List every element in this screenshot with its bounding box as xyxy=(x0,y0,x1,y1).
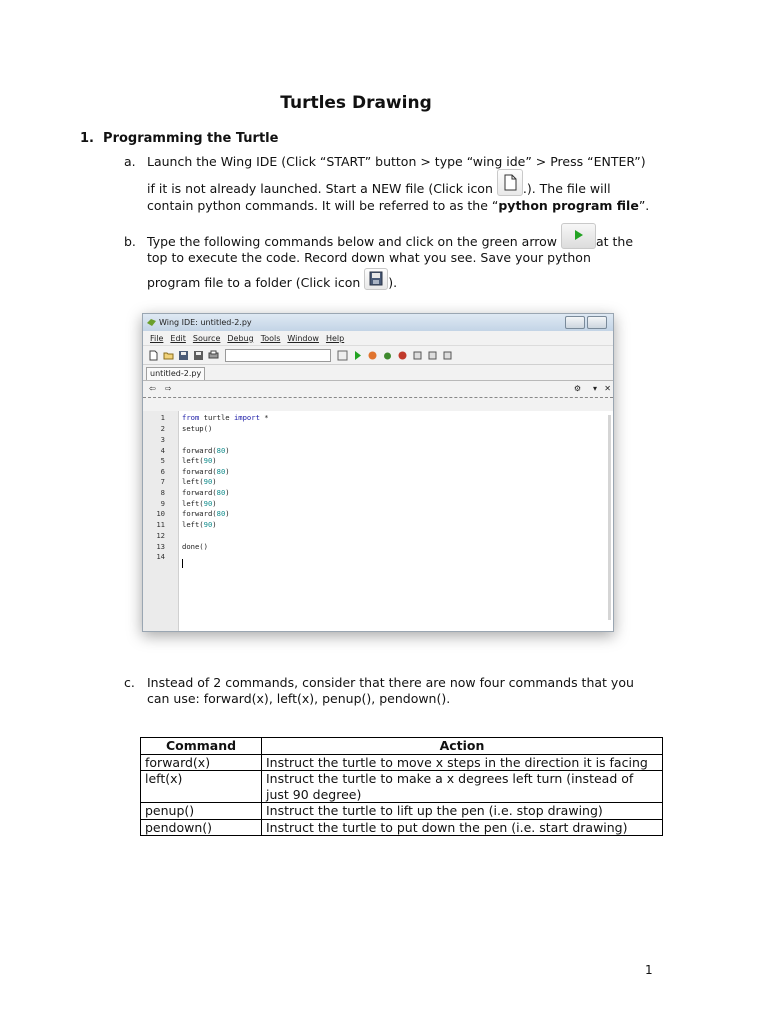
code-number: 80 xyxy=(216,446,226,455)
new-file-icon xyxy=(148,350,159,361)
item-c-label: c. xyxy=(124,675,135,690)
line-number: 3 xyxy=(160,435,165,444)
options-icon: ⚙ xyxy=(573,384,581,393)
code-line xyxy=(182,520,217,529)
code-line xyxy=(182,499,217,508)
menu-edit: Edit xyxy=(170,333,186,343)
code-text: ) xyxy=(225,446,230,455)
table-cell-action: Instruct the turtle to lift up the pen (i.e. stop drawing) xyxy=(262,803,663,820)
code-editor xyxy=(143,411,613,631)
print-icon xyxy=(208,350,219,361)
item-b-line3-post: ). xyxy=(388,275,398,290)
dropdown-icon: ▾ xyxy=(592,384,597,393)
window-controls xyxy=(565,316,607,329)
line-number: 14 xyxy=(156,552,165,561)
table-row xyxy=(141,754,663,771)
item-b-line1 xyxy=(147,234,633,250)
ide-nav-bar xyxy=(143,381,613,398)
code-text: turtle xyxy=(199,413,234,422)
wing-logo-icon xyxy=(147,318,156,327)
section-title: Programming the Turtle xyxy=(103,131,279,146)
line-number: 7 xyxy=(160,477,165,486)
line-number: 2 xyxy=(160,424,165,433)
find-icon xyxy=(337,350,348,361)
item-b-label: b. xyxy=(124,234,136,249)
item-a-line3-pre: contain python commands. It will be referred to as the “ xyxy=(147,198,499,213)
ide-toolbar xyxy=(143,346,613,365)
line-number: 12 xyxy=(156,531,165,540)
code-line xyxy=(182,456,217,465)
breakpoint-icon xyxy=(397,350,408,361)
line-number: 10 xyxy=(156,509,165,518)
table-header-row xyxy=(141,738,663,755)
back-arrow-icon: ⇦ xyxy=(149,384,156,393)
code-text: ) xyxy=(225,488,230,497)
item-b-line3-pre: program file to a folder (Click icon xyxy=(147,275,361,290)
code-text: ) xyxy=(212,477,217,486)
code-number: 90 xyxy=(203,520,213,529)
table-cell-command: penup() xyxy=(141,803,262,820)
ide-window-title: Wing IDE: untitled-2.py xyxy=(159,318,252,327)
ide-screenshot xyxy=(142,313,614,632)
item-a-line3-bold: python program file xyxy=(498,198,639,213)
line-number: 4 xyxy=(160,446,165,455)
code-text: ) xyxy=(212,456,217,465)
code-text: done() xyxy=(182,542,208,551)
new-file-icon xyxy=(497,169,523,196)
run-arrow-icon xyxy=(561,223,596,249)
code-line xyxy=(182,413,269,422)
code-line xyxy=(182,542,208,551)
save-icon xyxy=(364,268,388,290)
line-number: 6 xyxy=(160,467,165,476)
table-row xyxy=(141,771,663,803)
item-b-line1-pre: Type the following commands below and click on the green arrow xyxy=(147,234,557,249)
code-number: 90 xyxy=(203,477,213,486)
item-b-line3 xyxy=(147,275,397,291)
step-out-icon xyxy=(442,350,453,361)
text-cursor xyxy=(182,559,183,568)
menu-source: Source xyxy=(192,333,221,343)
item-c-line1: Instead of 2 commands, consider that there are now four commands that you xyxy=(147,675,634,690)
code-line xyxy=(182,467,230,476)
code-text: setup() xyxy=(182,424,213,433)
forward-arrow-icon: ⇨ xyxy=(165,384,172,393)
menu-window: Window xyxy=(287,333,319,343)
section-number: 1. xyxy=(80,131,94,146)
code-line xyxy=(182,446,230,455)
run-icon xyxy=(352,350,363,361)
line-number: 1 xyxy=(160,413,165,422)
menu-debug: Debug xyxy=(227,333,254,343)
code-line xyxy=(182,424,212,433)
line-number: 5 xyxy=(160,456,165,465)
line-number: 9 xyxy=(160,499,165,508)
table-cell-action: Instruct the turtle to make a x degrees left turn (instead of just 90 degree) xyxy=(262,771,663,803)
code-text: ) xyxy=(225,509,230,518)
code-number: 90 xyxy=(203,456,213,465)
step-icon xyxy=(412,350,423,361)
code-number: 80 xyxy=(216,467,226,476)
code-text: left( xyxy=(182,499,204,508)
ide-tabbar xyxy=(143,365,613,381)
save-as-icon xyxy=(193,350,204,361)
table-cell-action: Instruct the turtle to move x steps in the direction it is facing xyxy=(262,754,663,771)
code-text: ) xyxy=(212,520,217,529)
code-keyword: import xyxy=(233,413,260,422)
minimize-icon xyxy=(565,316,585,329)
close-icon: ✕ xyxy=(604,384,611,393)
code-line xyxy=(182,488,230,497)
code-text: left( xyxy=(182,456,204,465)
maximize-icon xyxy=(587,316,607,329)
table-cell-command: forward(x) xyxy=(141,754,262,771)
code-text: ) xyxy=(225,467,230,476)
item-a-line2-post: .). The file will xyxy=(522,181,611,196)
page-title: Turtles Drawing xyxy=(280,93,432,113)
command-table xyxy=(140,737,663,836)
code-text: ) xyxy=(212,499,217,508)
code-text: forward( xyxy=(182,467,217,476)
save-icon xyxy=(178,350,189,361)
item-b-line1-post: at the xyxy=(595,234,634,249)
code-line xyxy=(182,509,230,518)
step-over-icon xyxy=(427,350,438,361)
menu-tools: Tools xyxy=(260,333,281,343)
table-row xyxy=(141,803,663,820)
open-folder-icon xyxy=(163,350,174,361)
item-a-line3-post: ”. xyxy=(638,198,650,213)
code-line xyxy=(182,477,217,486)
line-number: 13 xyxy=(156,542,165,551)
item-a-label: a. xyxy=(124,154,136,169)
item-a-line2 xyxy=(147,181,611,197)
column-header: Action xyxy=(262,738,663,755)
code-text: left( xyxy=(182,477,204,486)
item-a-line2-pre: if it is not already launched. Start a NEW file (Click icon xyxy=(147,181,493,196)
code-text: forward( xyxy=(182,509,217,518)
page-number: 1 xyxy=(645,963,653,977)
table-cell-action: Instruct the turtle to put down the pen (i.e. start drawing) xyxy=(262,819,663,836)
vertical-scrollbar xyxy=(608,415,611,620)
line-number: 8 xyxy=(160,488,165,497)
menu-file: File xyxy=(150,333,164,343)
section-heading xyxy=(80,131,278,146)
ide-menubar xyxy=(143,331,613,346)
code-number: 90 xyxy=(203,499,213,508)
item-a-line3 xyxy=(147,198,649,214)
line-number: 11 xyxy=(156,520,165,529)
code-text: forward( xyxy=(182,488,217,497)
item-a-line1: Launch the Wing IDE (Click “START” button > type “wing ide” > Press “ENTER”) xyxy=(147,154,646,169)
code-text: forward( xyxy=(182,446,217,455)
ide-titlebar xyxy=(143,314,613,331)
code-text: * xyxy=(259,413,269,422)
table-cell-command: pendown() xyxy=(141,819,262,836)
code-keyword: from xyxy=(182,413,200,422)
code-number: 80 xyxy=(216,488,226,497)
stop-icon xyxy=(367,350,378,361)
code-number: 80 xyxy=(216,509,226,518)
menu-help: Help xyxy=(325,333,345,343)
line-number-gutter xyxy=(143,411,179,631)
column-header: Command xyxy=(141,738,262,755)
toolbar-search-field xyxy=(225,349,331,362)
item-b-line2: top to execute the code. Record down what you see. Save your python xyxy=(147,250,591,265)
tab-untitled-2: untitled-2.py xyxy=(146,367,205,380)
debug-bug-icon xyxy=(382,350,393,361)
table-row xyxy=(141,819,663,836)
table-cell-command: left(x) xyxy=(141,771,262,803)
item-c-line2: can use: forward(x), left(x), penup(), pendown(). xyxy=(147,691,451,706)
code-text: left( xyxy=(182,520,204,529)
